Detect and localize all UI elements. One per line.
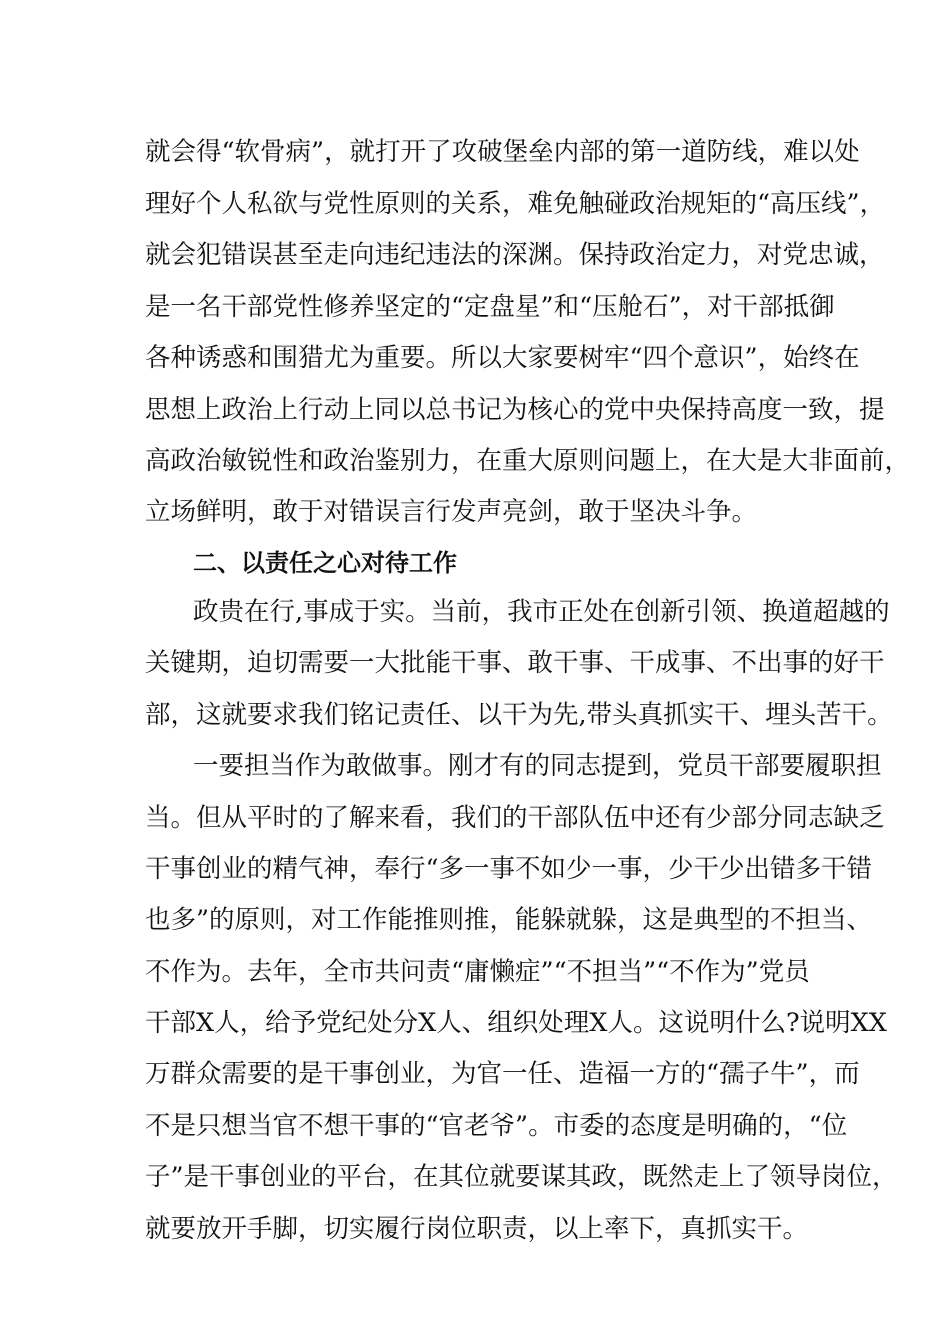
body-text-line: 就会犯错误甚至走向违纪违法的深渊。保持政治定力，对党忠诚，	[145, 240, 885, 270]
body-text-line: 部，这就要求我们铭记责任、以干为先,带头真抓实干、埋头苦干。	[145, 700, 893, 730]
body-text-line: 不作为。去年，全市共问责“庸懒症”“不担当”“不作为”党员	[145, 957, 810, 987]
body-text-line: 理好个人私欲与党性原则的关系，难免触碰政治规矩的“高压线”，	[145, 189, 886, 219]
body-text-line: 子”是干事创业的平台，在其位就要谋其政，既然走上了领导岗位，	[145, 1162, 898, 1192]
body-text-line: 万群众需要的是干事创业，为官一任、造福一方的“孺子牛”，而	[145, 1059, 860, 1089]
body-text-line: 政贵在行,事成于实。当前，我市正处在创新引领、换道超越的	[193, 597, 890, 627]
body-text-line: 一要担当作为敢做事。刚才有的同志提到，党员干部要履职担	[193, 751, 882, 781]
body-text-line: 就会得“软骨病”，就打开了攻破堡垒内部的第一道防线，难以处	[145, 137, 860, 167]
section-heading: 二、以责任之心对待工作	[193, 549, 457, 577]
body-text-line: 干部X人，给予党纪处分X人、组织处理X人。这说明什么?说明XX	[145, 1008, 887, 1038]
body-text-line: 思想上政治上行动上同以总书记为核心的党中央保持高度一致，提	[145, 395, 885, 425]
body-text-line: 不是只想当官不想干事的“官老爷”。市委的态度是明确的，“位	[145, 1111, 848, 1141]
body-text-line: 各种诱惑和围猎尤为重要。所以大家要树牢“四个意识”，始终在	[145, 343, 860, 373]
body-text-line: 立场鲜明，敢于对错误言行发声亮剑，敢于坚决斗争。	[145, 497, 758, 527]
body-text-line: 干事创业的精气神，奉行“多一事不如少一事，少干少出错多干错	[145, 854, 873, 884]
body-text-line: 当。但从平时的了解来看，我们的干部队伍中还有少部分同志缺乏	[145, 803, 885, 833]
body-text-line: 也多”的原则，对工作能推则推，能躲就躲，这是典型的不担当、	[145, 905, 873, 935]
body-text-line: 高政治敏锐性和政治鉴别力，在重大原则问题上，在大是大非面前，	[145, 446, 911, 476]
body-text-line: 是一名干部党性修养坚定的“定盘星”和“压舱石”，对干部抵御	[145, 292, 835, 322]
body-text-line: 关键期，迫切需要一大批能干事、敢干事、干成事、不出事的好干	[145, 648, 885, 678]
body-text-line: 就要放开手脚，切实履行岗位职责，以上率下，真抓实干。	[145, 1214, 809, 1244]
